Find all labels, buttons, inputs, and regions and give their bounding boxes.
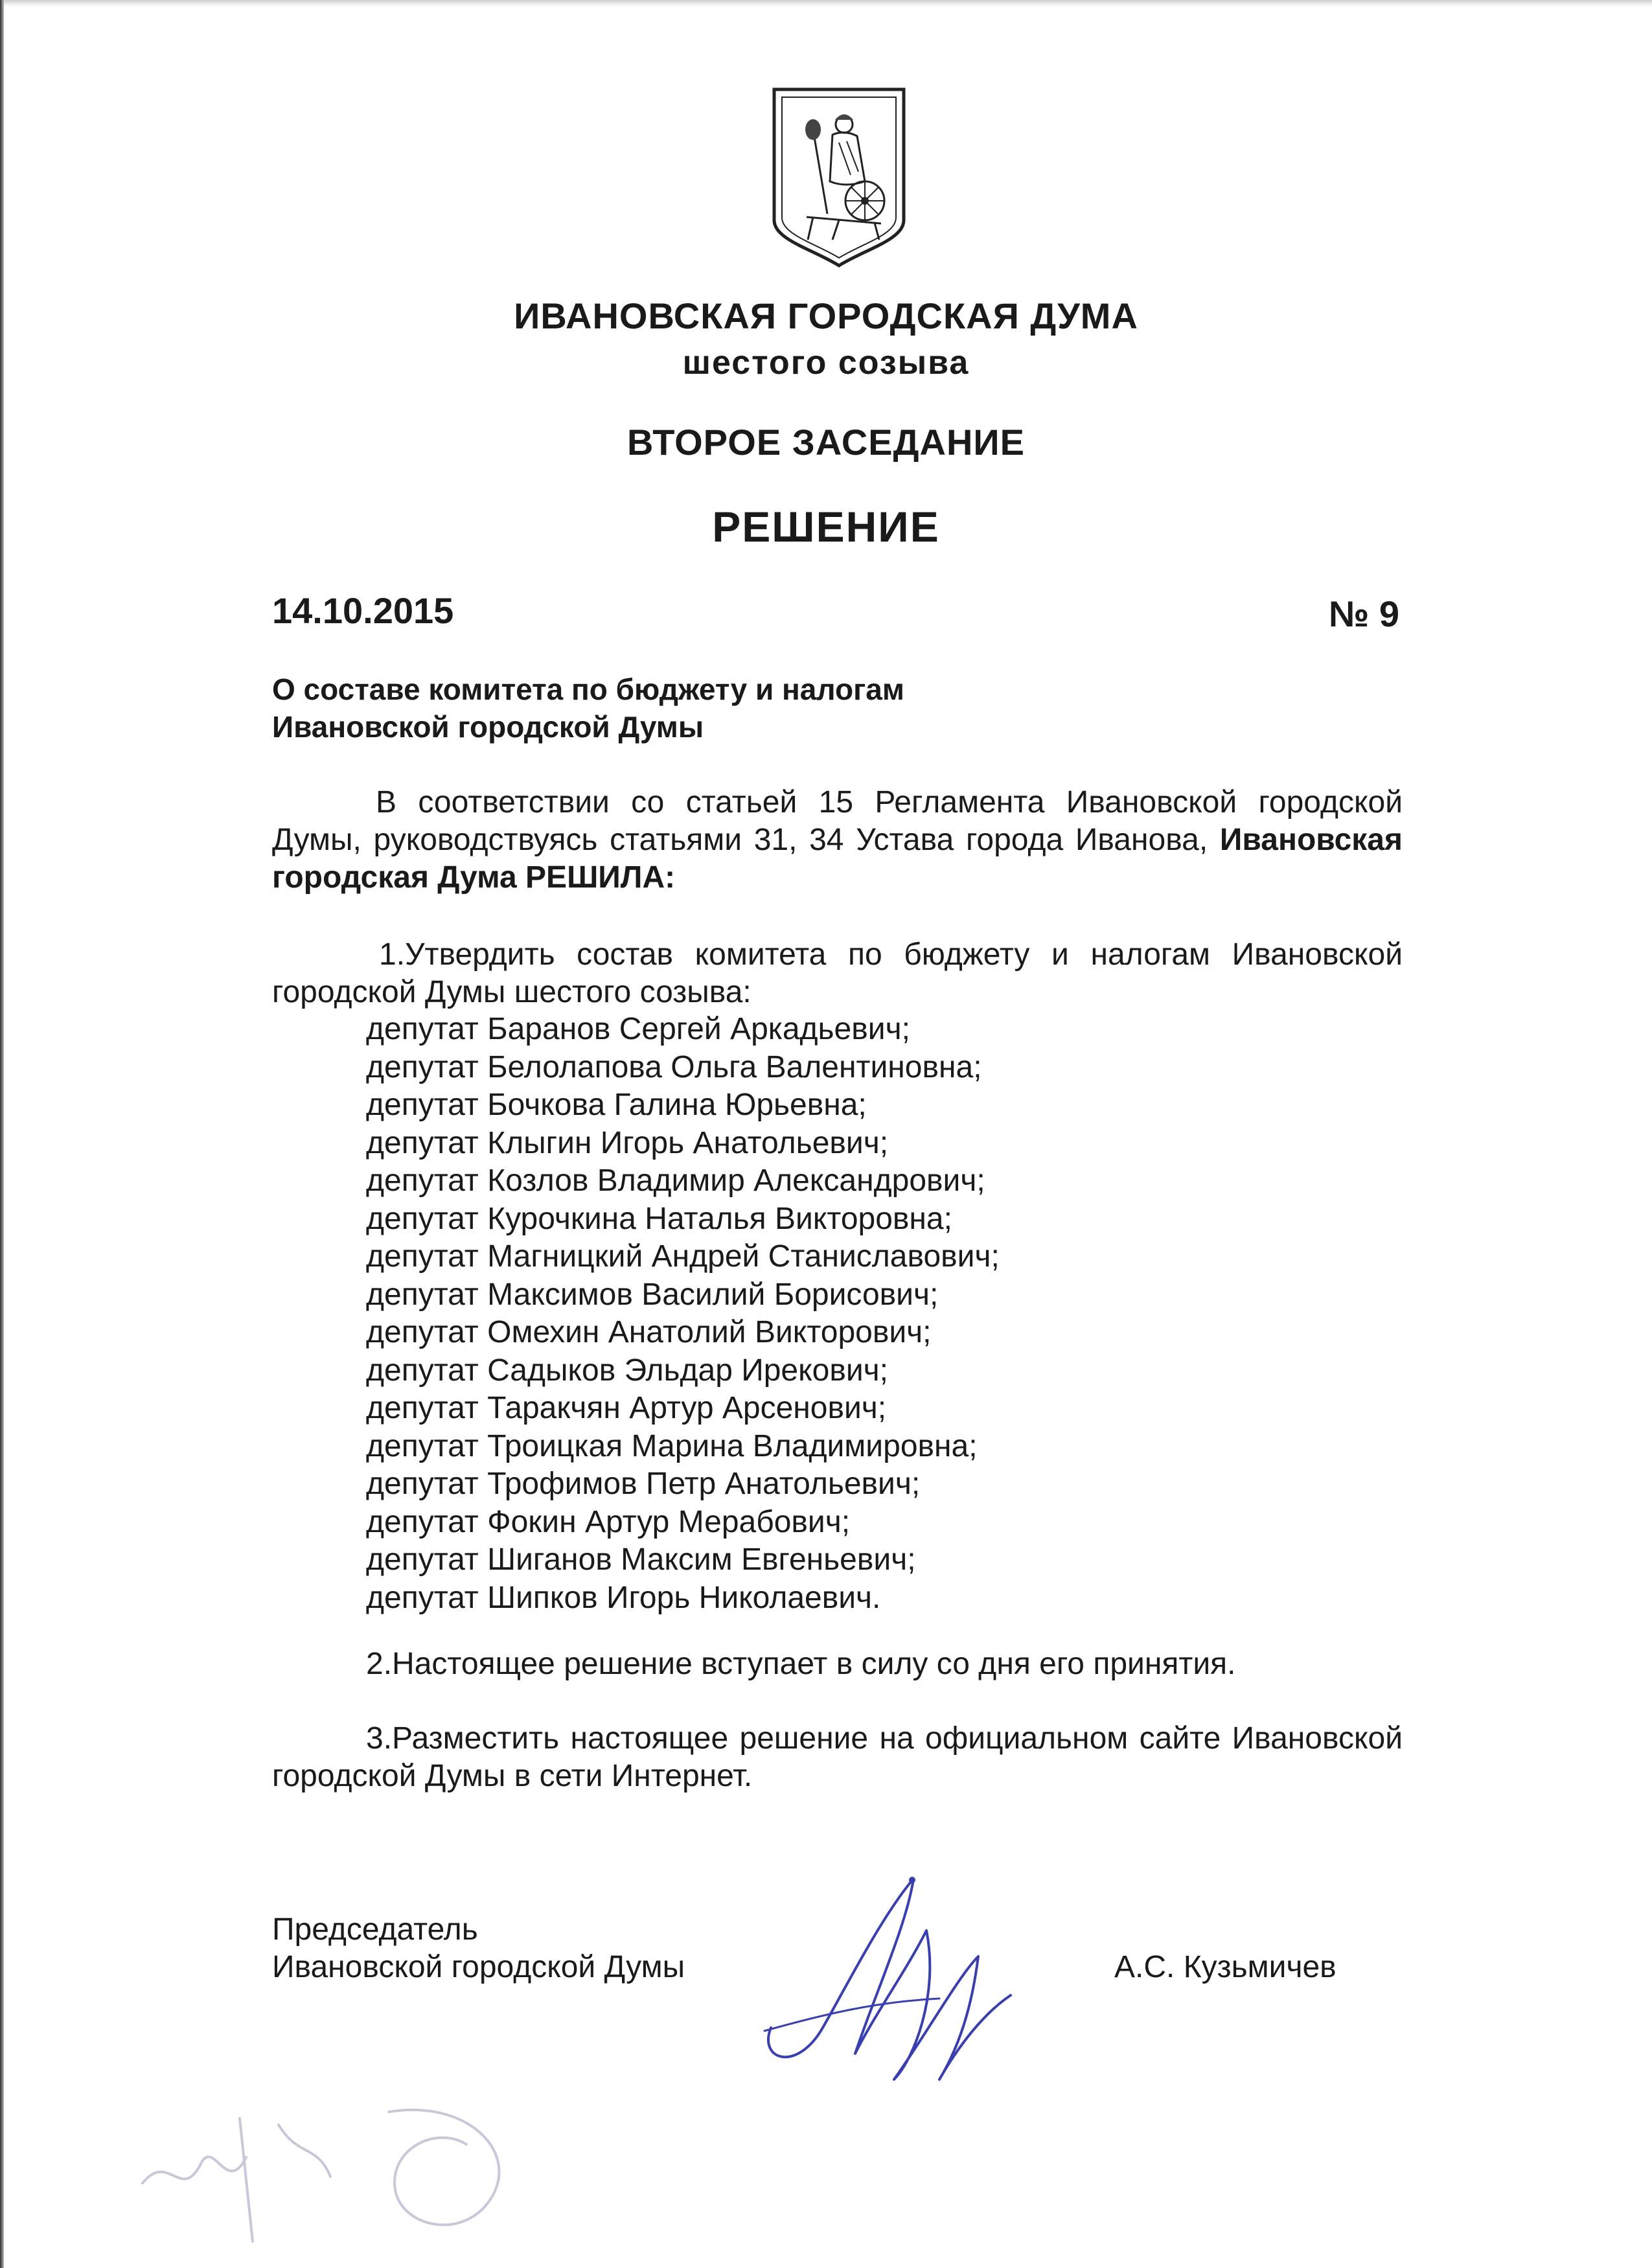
session-title: ВТОРОЕ ЗАСЕДАНИЕ: [626, 422, 1026, 463]
item-1-paragraph: 1.Утвердить состав комитета по бюджету и налогам Ивановской городской Думы шестого созыва:: [272, 937, 1403, 1009]
list-item: депутат Бочкова Галина Юрьевна;: [366, 1088, 867, 1122]
preamble-resolution: Ивановская городская Дума РЕШИЛА:: [272, 823, 1403, 895]
list-item: депутат Таракчян Артур Арсенович;: [366, 1391, 887, 1425]
decision-date: 14.10.2015: [272, 590, 454, 631]
preamble-text: В соответствии со статьей 15 Регламента Ивановской городской Думы, руководствуясь статьями 31, 34 Устава города Иванова,: [272, 785, 1403, 857]
list-item: депутат Белолапова Ольга Валентиновна;: [366, 1049, 982, 1084]
list-item: депутат Максимов Василий Борисович;: [366, 1277, 939, 1312]
decision-number: № 9: [1328, 593, 1399, 634]
item-2-paragraph: 2.Настоящее решение вступает в силу со дня его принятия.: [366, 1647, 1236, 1681]
list-item: депутат Троицкая Марина Владимировна;: [366, 1428, 978, 1463]
scan-top-edge: [0, 0, 1652, 6]
subject-line-1: О составе комитета по бюджету и налогам: [272, 672, 904, 706]
decision-subject: [272, 670, 904, 746]
list-item: депутат Шипков Игорь Николаевич.: [366, 1580, 881, 1615]
list-item: депутат Курочкина Наталья Викторовна;: [366, 1201, 952, 1236]
chairman-title-line-2: Ивановской городской Думы: [272, 1950, 685, 1984]
handwritten-signature: [745, 1866, 1037, 2099]
convocation-subtitle: шестого созыва: [682, 344, 970, 382]
organization-title: ИВАНОВСКАЯ ГОРОДСКАЯ ДУМА: [514, 295, 1138, 336]
city-coat-of-arms-icon: [768, 84, 910, 269]
list-item: депутат Фокин Артур Мерабович;: [366, 1504, 851, 1539]
chairman-title: [272, 1911, 685, 1986]
list-item: депутат Шиганов Максим Евгеньевич;: [366, 1542, 916, 1577]
chairman-name: А.С. Кузьмичев: [1114, 1950, 1337, 1984]
list-item: депутат Магницкий Андрей Станиславович;: [366, 1239, 1000, 1274]
list-item: депутат Козлов Владимир Александрович;: [366, 1163, 985, 1198]
subject-line-2: Ивановской городской Думы: [272, 710, 704, 744]
list-item: депутат Омехин Анатолий Викторович;: [366, 1315, 932, 1349]
chairman-title-line-1: Председатель: [272, 1912, 478, 1947]
list-item: депутат Клыгин Игорь Анатольевич;: [366, 1125, 889, 1160]
list-item: депутат Баранов Сергей Аркадьевич;: [366, 1012, 910, 1046]
scan-left-edge: [0, 0, 4, 2268]
preamble-paragraph: [272, 784, 1403, 897]
deputies-list: [366, 1011, 1000, 1617]
list-item: депутат Трофимов Петр Анатольевич;: [366, 1467, 921, 1501]
faded-stamp-mark: [130, 2034, 551, 2261]
document-type-title: РЕШЕНИЕ: [712, 503, 940, 551]
list-item: депутат Садыков Эльдар Ирекович;: [366, 1353, 889, 1388]
item-3-paragraph: 3.Разместить настоящее решение на официальном сайте Ивановской городской Думы в сети Интернет.: [272, 1721, 1403, 1793]
